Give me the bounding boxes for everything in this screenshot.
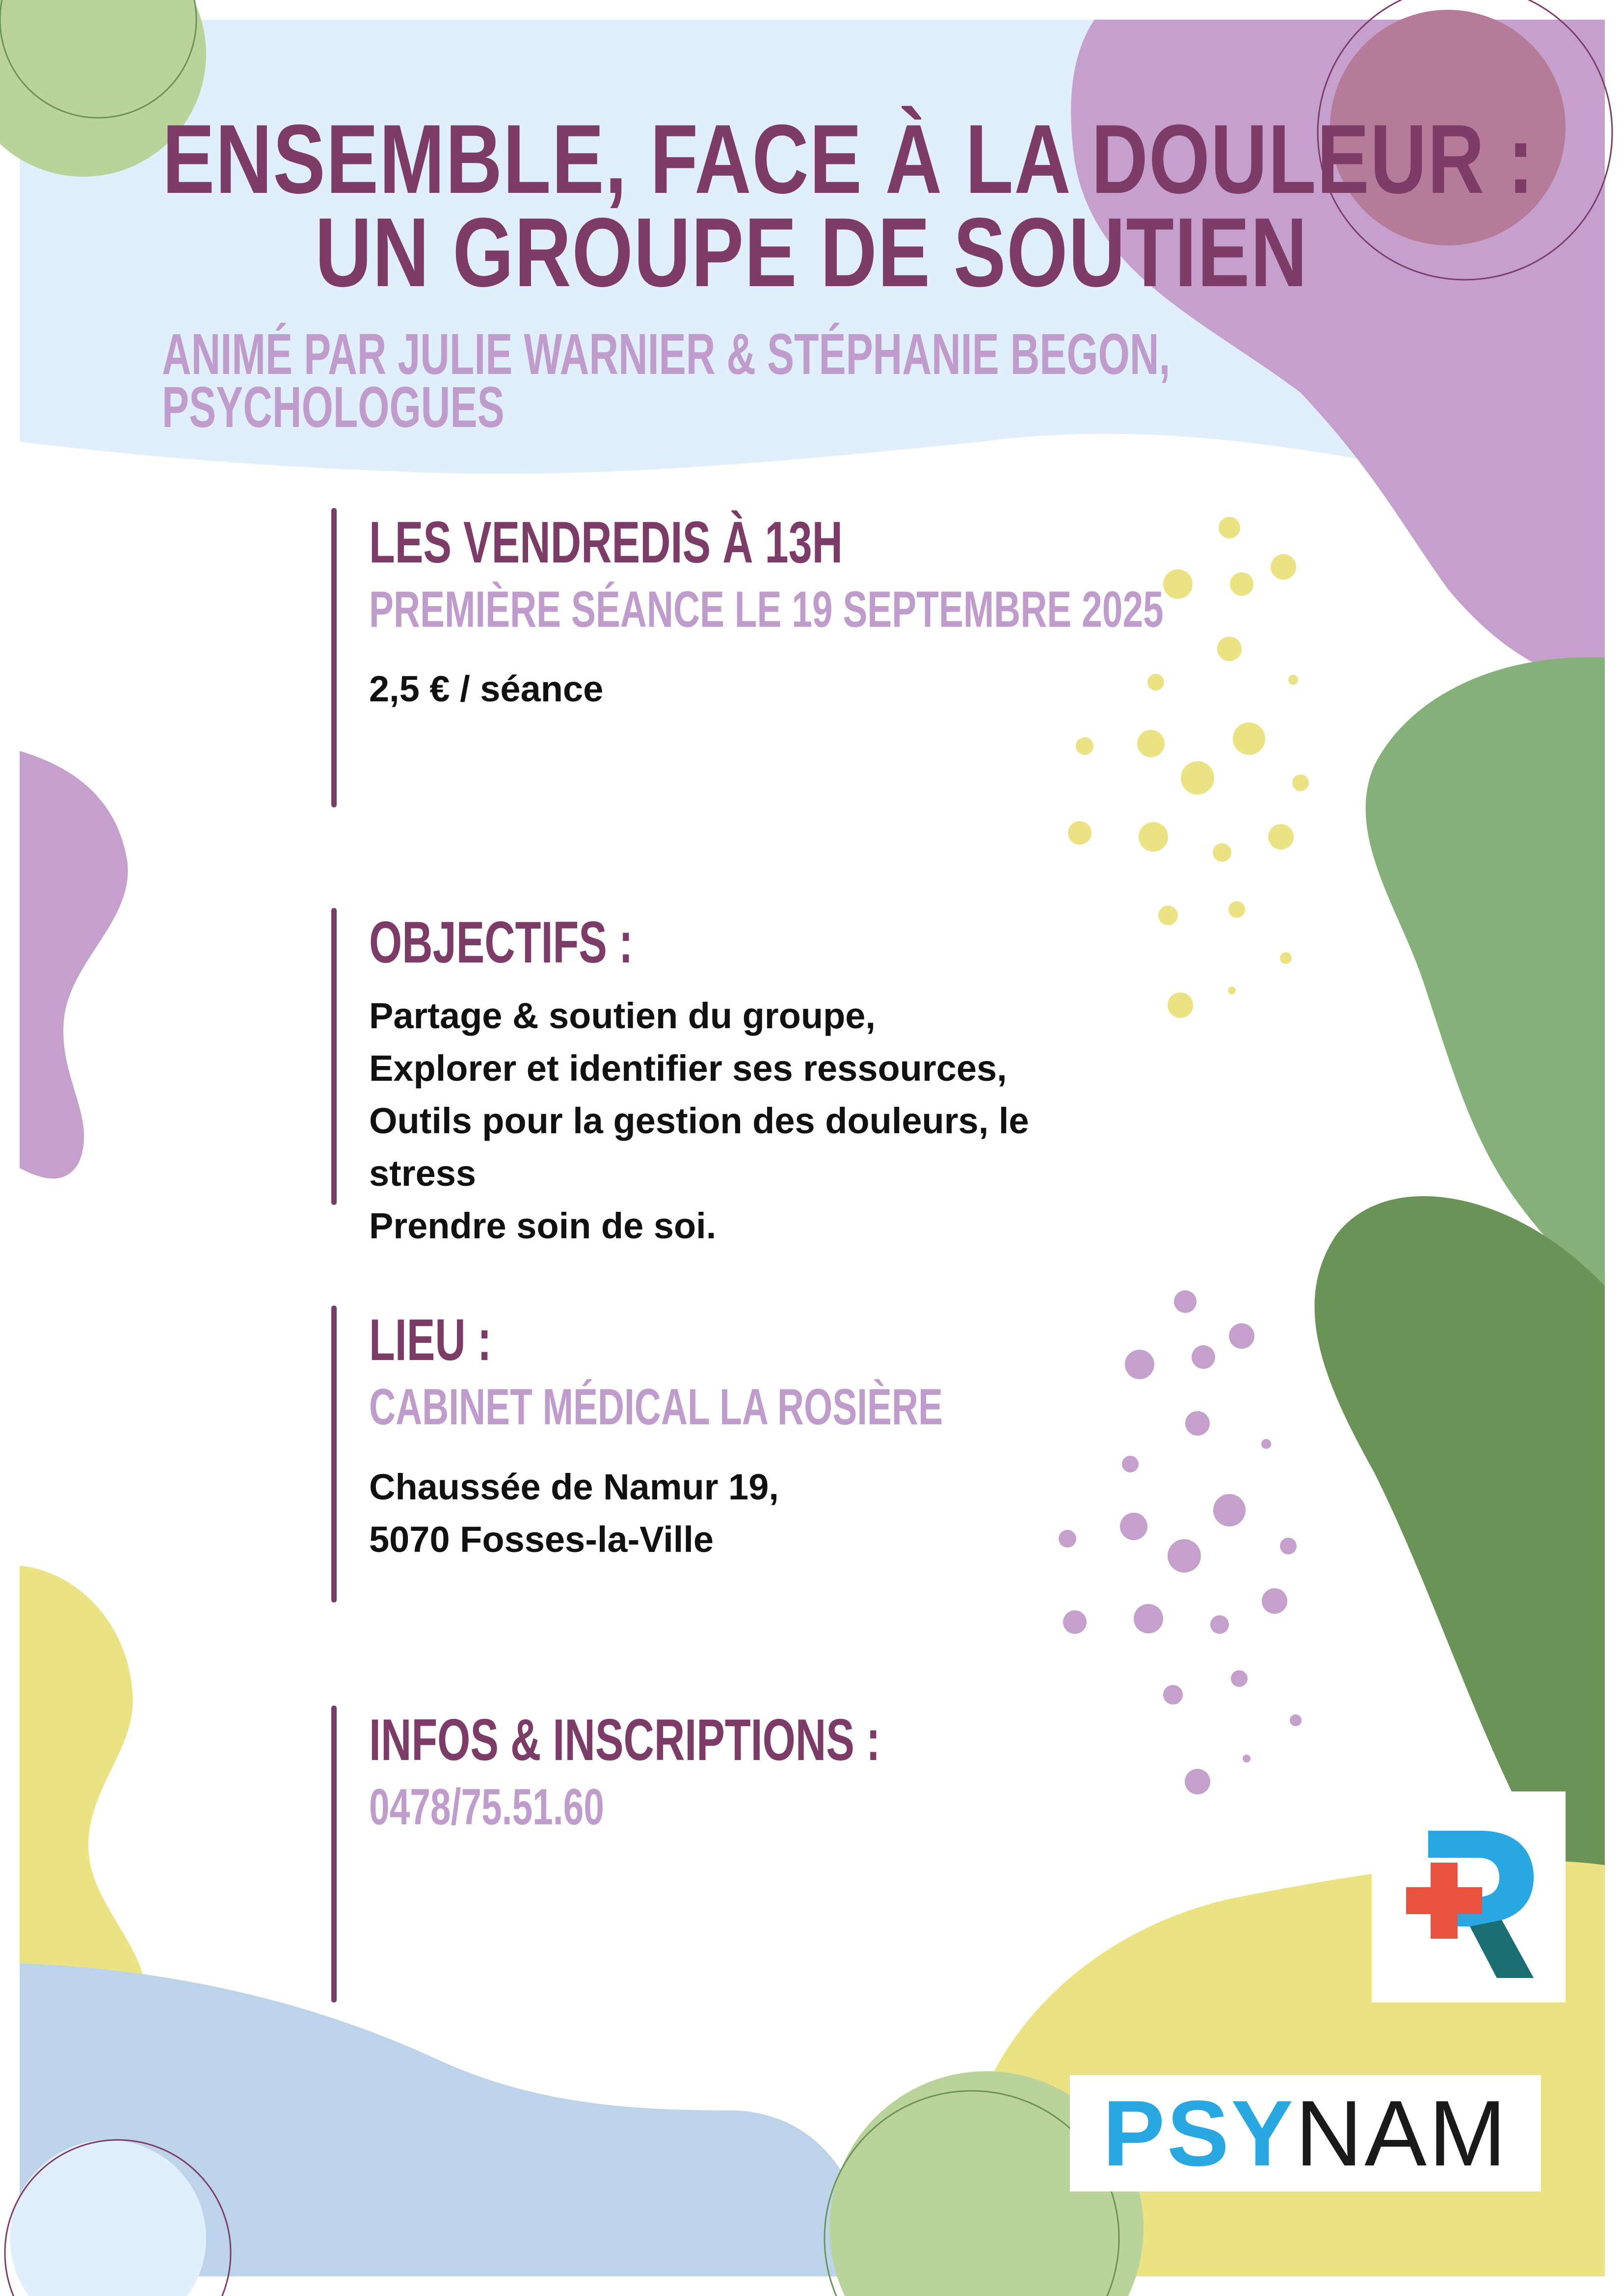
phone-number: 0478/75.51.60 [369, 1779, 604, 1836]
contact-heading: INFOS & INSCRIPTIONS : [369, 1707, 880, 1773]
price-text: 2,5 € / séance [369, 668, 604, 709]
psynam-logo-nam: NAM [1295, 2081, 1509, 2186]
objective-item: stress [369, 1153, 477, 1194]
subtitle-line-2: PSYCHOLOGUES [162, 375, 505, 440]
section-divider-objectives [331, 908, 337, 1205]
section-divider-schedule [331, 508, 337, 807]
section-divider-contact [331, 1706, 337, 2002]
psynam-logo [1070, 2075, 1541, 2191]
address-line-1: Chaussée de Namur 19, [369, 1467, 779, 1507]
objectives-list [369, 989, 1029, 1252]
page-title [162, 105, 1535, 307]
psynam-logo-psy: PSY [1102, 2081, 1295, 2186]
objective-item: Prendre soin de soi. [369, 1205, 717, 1246]
blob-dark-green-right [1314, 1196, 1605, 1895]
cross-r-icon [1372, 1791, 1566, 2002]
objectives-heading: OBJECTIFS : [369, 909, 633, 975]
subtitle-line-1: ANIMÉ PAR JULIE WARNIER & STÉPHANIE BEGON, [162, 322, 1171, 387]
dots-purple-cluster [1059, 1290, 1302, 1794]
location-heading: LIEU : [369, 1307, 492, 1373]
subtitle [162, 322, 1171, 440]
objective-item: Partage & soutien du groupe, [369, 995, 876, 1036]
title-line-1: ENSEMBLE, FACE À LA DOULEUR : [162, 105, 1535, 214]
section-divider-location [331, 1306, 337, 1602]
objective-item: Explorer et identifier ses ressources, [369, 1048, 1007, 1089]
address-line-2: 5070 Fosses-la-Ville [369, 1519, 714, 1560]
address [369, 1461, 779, 1566]
title-line-2: UN GROUPE DE SOUTIEN [315, 198, 1308, 307]
location-name: CABINET MÉDICAL LA ROSIÈRE [369, 1379, 943, 1436]
blob-purple-left [20, 751, 128, 1178]
rosiere-logo [1372, 1791, 1566, 2002]
schedule-heading: LES VENDREDIS À 13H [369, 509, 843, 575]
blob-green-right [1366, 657, 1605, 1286]
first-session-date: PREMIÈRE SÉANCE LE 19 SEPTEMBRE 2025 [369, 581, 1164, 638]
objective-item: Outils pour la gestion des douleurs, le [369, 1100, 1029, 1141]
